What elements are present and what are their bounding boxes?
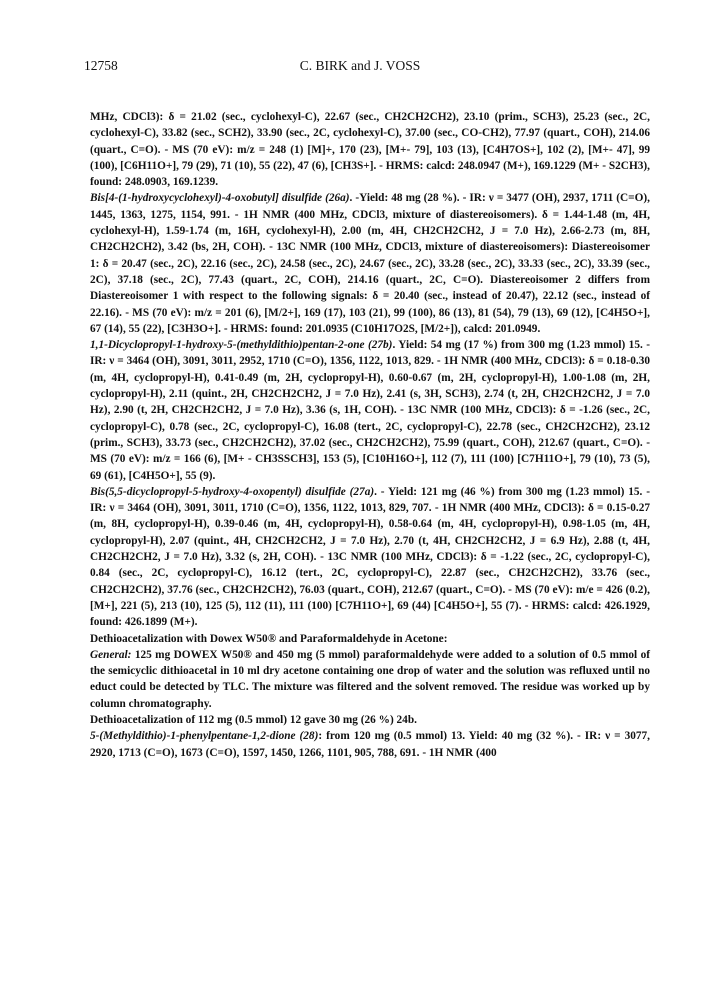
- experimental-text: [90, 109, 650, 761]
- compound-name-28: 5-(Methyldithio)-1-phenylpentane-1,2-dione (28): [90, 730, 319, 743]
- entry-28-text: : from 120 mg (0.5 mmol) 13. Yield: 40 mg (32 %). - IR: ν = 3077, 2920, 1713 (C=O), 1673 (C=O), 1597, 1450, 1266, 1101, 905, 788, 691. - 1H NMR (400: [90, 730, 650, 759]
- general-procedure: [90, 647, 650, 712]
- general-label: General:: [90, 648, 132, 661]
- entry-27b: [90, 337, 650, 484]
- lead-continuation: MHz, CDCl3): δ = 21.02 (sec., cyclohexyl-C), 22.67 (sec., CH2CH2CH2), 23.10 (prim., SCH3), 25.23 (sec., 2C, cyclohexyl-C), 33.82 (sec., SCH2), 33.90 (sec., 2C, cyclohexyl-C), 37.00 (sec., CO-CH2), 77.97 (quart., COH), 214.06 (quart., C=O). - MS (70 eV): m/z = 248 (1) [M]+, 170 (23), [M+- 79], 103 (13), [C4H7OS+], 102 (2), [M+- 47], 99 (100), [C6H11O+], 79 (29), 71 (10), 55 (22), 47 (6), [CH3S+]. - HRMS: calcd: 248.0947 (M+), 169.1229 (M+ - S2CH3), found: 248.0903, 169.1239.: [90, 111, 650, 189]
- section-heading: Dethioacetalization with Dowex W50® and Paraformaldehyde in Acetone:: [90, 632, 448, 645]
- entry-27a: [90, 484, 650, 631]
- compound-name-26a: Bis[4-(1-hydroxycyclohexyl)-4-oxobutyl] disulfide (26a): [90, 192, 350, 205]
- general-text: 125 mg DOWEX W50® and 450 mg (5 mmol) paraformaldehyde were added to a solution of 0.5 mmol of the semicyclic dithioacetal in 10 ml dry acetone containing one drop of water and the solution was refluxed until no educt could be detected by TLC. The mixture was filtered and the solvent removed. The residue was worked up by column chromatography.: [90, 648, 650, 710]
- entry-27b-text: . Yield: 54 mg (17 %) from 300 mg (1.23 mmol) 15. - IR: ν = 3464 (OH), 3091, 3011, 2952, 1710 (C=O), 1356, 1122, 1013, 829. - 1H NMR (400 MHz, CDCl3): δ = 0.18-0.30 (m, 4H, cyclopropyl-H), 0.41-0.49 (m, 2H, cyclopropyl-H), 0.60-0.67 (m, 2H, cyclopropyl-H), 1.00-1.08 (m, 2H, cyclopropyl-H), 2.11 (quint., 2H, CH2CH2CH2, J = 7.0 Hz), 2.41 (s, 3H, SCH3), 2.74 (t, 2H, CH2CH2CH2, J = 7.0 Hz), 2.90 (t, 2H, CH2CH2CH2, J = 7.0 Hz), 3.36 (s, 1H, COH). - 13C NMR (100 MHz, CDCl3): δ = -1.26 (sec., 2C, cyclopropyl-C), 0.78 (sec., 2C, cyclopropyl-C), 16.08 (tert., 2C, cyclopropyl-C), 22.78 (sec., CH2CH2CH2), 23.12 (prim., SCH3), 33.73 (sec., CH2CH2CH2), 37.02 (sec., CH2CH2CH2), 75.99 (quart., COH), 212.67 (quart., C=O). - MS (70 eV): m/z = 166 (6), [M+ - CH3SSCH3], 153 (5), [C10H16O+], 112 (7), 111 (100) [C7H11O+], 79 (10), 73 (5), 69 (61), [C4H5O+], 55 (9).: [90, 339, 650, 482]
- running-head-authors: C. BIRK and J. VOSS: [299, 58, 421, 73]
- entry-27a-text: . - Yield: 121 mg (46 %) from 300 mg (1.23 mmol) 15. - IR: ν = 3464 (OH), 3091, 3011, 1710 (C=O), 1356, 1122, 1013, 829, 707. - 1H NMR (400 MHz, CDCl3): δ = 0.15-0.27 (m, 8H, cyclopropyl-H), 0.39-0.46 (m, 4H, cyclopropyl-H), 0.58-0.64 (m, 4H, cyclopropyl-H), 0.98-1.05 (m, 4H, cyclopropyl-H), 2.07 (quint., 4H, CH2CH2CH2, J = 7.0 Hz), 2.70 (t, 4H, CH2CH2CH2, J = 6.9 Hz), 2.88 (t, 4H, CH2CH2CH2, J = 7.0 Hz), 3.32 (s, 2H, COH). - 13C NMR (100 MHz, CDCl3): δ = -1.22 (sec., 2C, cyclopropyl-C), 0.84 (sec., 2C, cyclopropyl-C), 16.12 (tert., 2C, cyclopropyl-C), 22.87 (sec., CH2CH2CH2), 33.76 (sec., CH2CH2CH2), 37.76 (sec., CH2CH2CH2), 76.03 (quart., COH), 212.67 (quart., C=O). - MS (70 eV): m/e = 426 (0.2), [M+], 221 (5), 213 (10), 125 (5), 112 (11), 111 (100) [C7H11O+], 69 (44) [C4H5O+], 55 (7). - HRMS: calcd: 426.1929, found: 426.1899 (M+).: [90, 485, 651, 629]
- compound-name-27b: 1,1-Dicyclopropyl-1-hydroxy-5-(methyldithio)pentan-2-one (27b): [90, 339, 393, 352]
- dethio-12: Dethioacetalization of 112 mg (0.5 mmol) 12 gave 30 mg (26 %) 24b.: [90, 713, 417, 726]
- page-number: 12758: [84, 58, 118, 73]
- compound-name-27a: Bis(5,5-dicyclopropyl-5-hydroxy-4-oxopentyl) disulfide (27a): [90, 485, 375, 498]
- entry-26a-text: . -Yield: 48 mg (28 %). - IR: ν = 3477 (OH), 2937, 1711 (C=O), 1445, 1363, 1275, 1154, 991. - 1H NMR (400 MHz, CDCl3, mixture of diastereoisomers). δ = 1.44-1.48 (m, 4H, cyclohexyl-H), 1.59-1.74 (m, 16H, cyclohexyl-H), 2.00 (m, 4H, CH2CH2CH2, J = 7.0 Hz), 2.66-2.73 (m, 8H, CH2CH2CH2), 3.42 (bs, 2H, COH). - 13C NMR (100 MHz, CDCl3, mixture of diastereoisomers): Diastereoisomer 1: δ = 20.47 (sec., 2C), 22.16 (sec., 2C), 24.58 (sec., 2C), 24.67 (sec., 2C), 33.28 (sec., 2C), 33.33 (sec., 2C), 33.39 (sec., 2C), 37.18 (sec., 2C), 77.43 (quart., 2C, COH), 214.16 (quart., 2C, C=O). Diastereoisomer 2 differs from Diastereoisomer 1 with respect to the following signals: δ = 20.40 (sec., instead of 20.47), 22.12 (sec., instead of 22.16). - MS (70 eV): m/z = 201 (6), [M/2+], 169 (17), 103 (21), 99 (100), 86 (13), 81 (54), 79 (13), 69 (12), [C4H5O+], 67 (14), 55 (22), [C3H3O+]. - HRMS: found: 201.0935 (C10H17O2S, [M/2+]), calcd: 201.0949.: [90, 192, 650, 335]
- entry-26a: [90, 190, 650, 337]
- entry-28: [90, 728, 650, 761]
